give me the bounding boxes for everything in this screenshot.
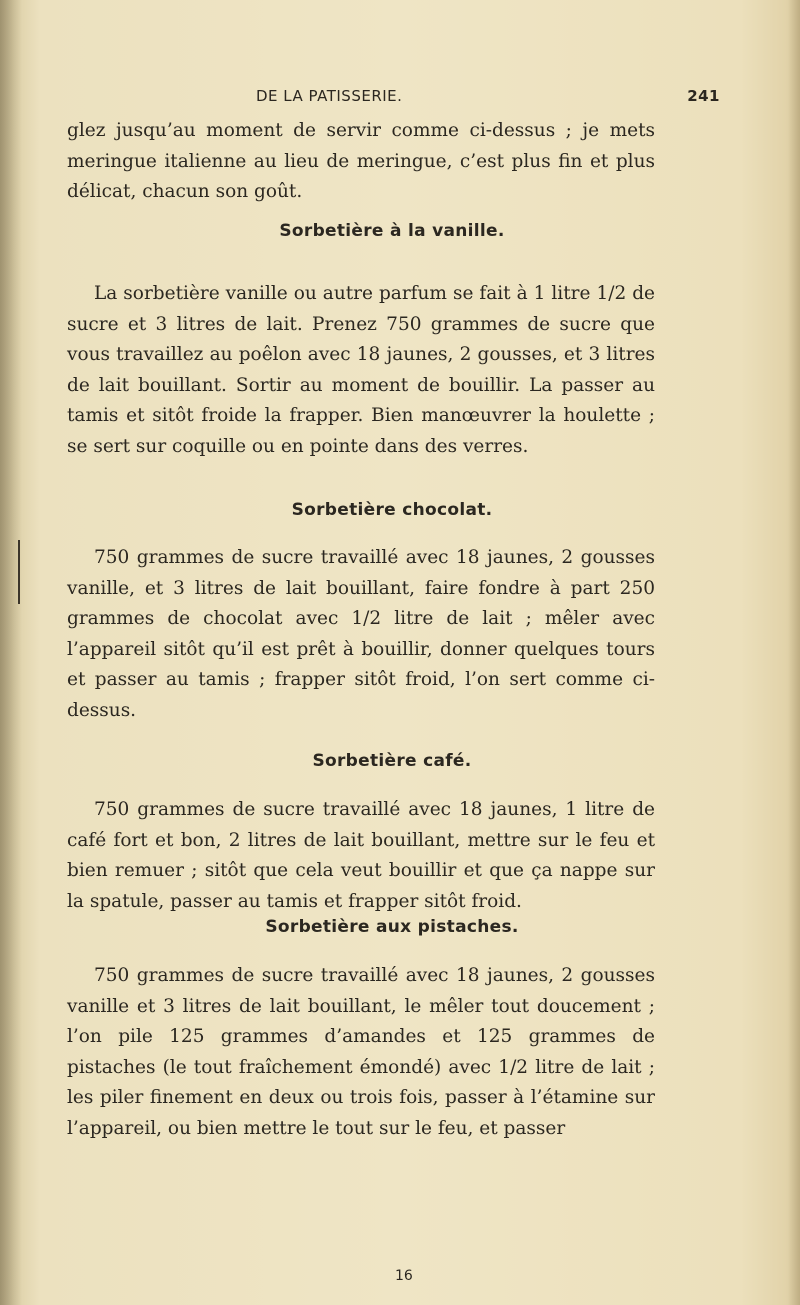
page-edge-shadow: [788, 0, 800, 1305]
page-gutter-shadow: [0, 0, 22, 1305]
running-header: [62, 87, 722, 111]
running-title: DE LA PATISSERIE.: [256, 87, 403, 105]
heading-sorbetiere-pistaches: Sorbetière aux pistaches.: [265, 917, 519, 937]
heading-sorbetiere-vanille: Sorbetière à la vanille.: [279, 221, 505, 241]
paragraph-vanille: La sorbetière vanille ou autre parfum se fait à 1 litre 1/2 de sucre et 3 litres de lait. Prenez 750 grammes de sucre que vous travaillez au poêlon avec 18 jaunes, 2 gousses, et 3 litres de lait bouillant. Sortir au moment de bouillir. La passer au tamis et sitôt froide la frapper. Bien manœuvrer la houlette ; se sert sur coquille ou en pointe dans des verres.: [67, 283, 655, 457]
paragraph-intro: glez jusqu’au moment de servir comme ci-dessus ; je mets meringue italienne au lieu de meringue, c’est plus fin et plus délicat, chacun son goût.: [67, 120, 655, 202]
page-number: 241: [687, 87, 720, 105]
heading-sorbetiere-cafe: Sorbetière café.: [312, 751, 472, 771]
paragraph-cafe: 750 grammes de sucre travaillé avec 18 jaunes, 1 litre de café fort et bon, 2 litres de lait bouillant, mettre sur le feu et bien remuer ; sitôt que cela veut bouillir et que ça nappe sur la spatule, passer au tamis et frapper sitôt froid.: [67, 799, 655, 912]
paragraph-pistaches: 750 grammes de sucre travaillé avec 18 jaunes, 2 gousses vanille et 3 litres de lait bouillant, le mêler tout doucement ; l’on pile 125 grammes d’amandes et 125 grammes de pistaches (le tout fraîchement émondé) avec 1/2 litre de lait ; les piler finement en deux ou trois fois, passer à l’étamine sur l’appareil, ou bien mettre le tout sur le feu, et passer: [67, 965, 655, 1139]
signature-mark: 16: [395, 1268, 413, 1284]
paragraph-chocolat: 750 grammes de sucre travaillé avec 18 jaunes, 2 gousses vanille, et 3 litres de lait bouillant, faire fondre à part 250 grammes de chocolat avec 1/2 litre de lait ; mêler avec l’appareil sitôt qu’il est prêt à bouillir, donner quelques tours et passer au tamis ; frapper sitôt froid, l’on sert comme ci-dessus.: [67, 547, 655, 721]
margin-mark: [18, 540, 20, 604]
heading-sorbetiere-chocolat: Sorbetière chocolat.: [291, 500, 493, 520]
